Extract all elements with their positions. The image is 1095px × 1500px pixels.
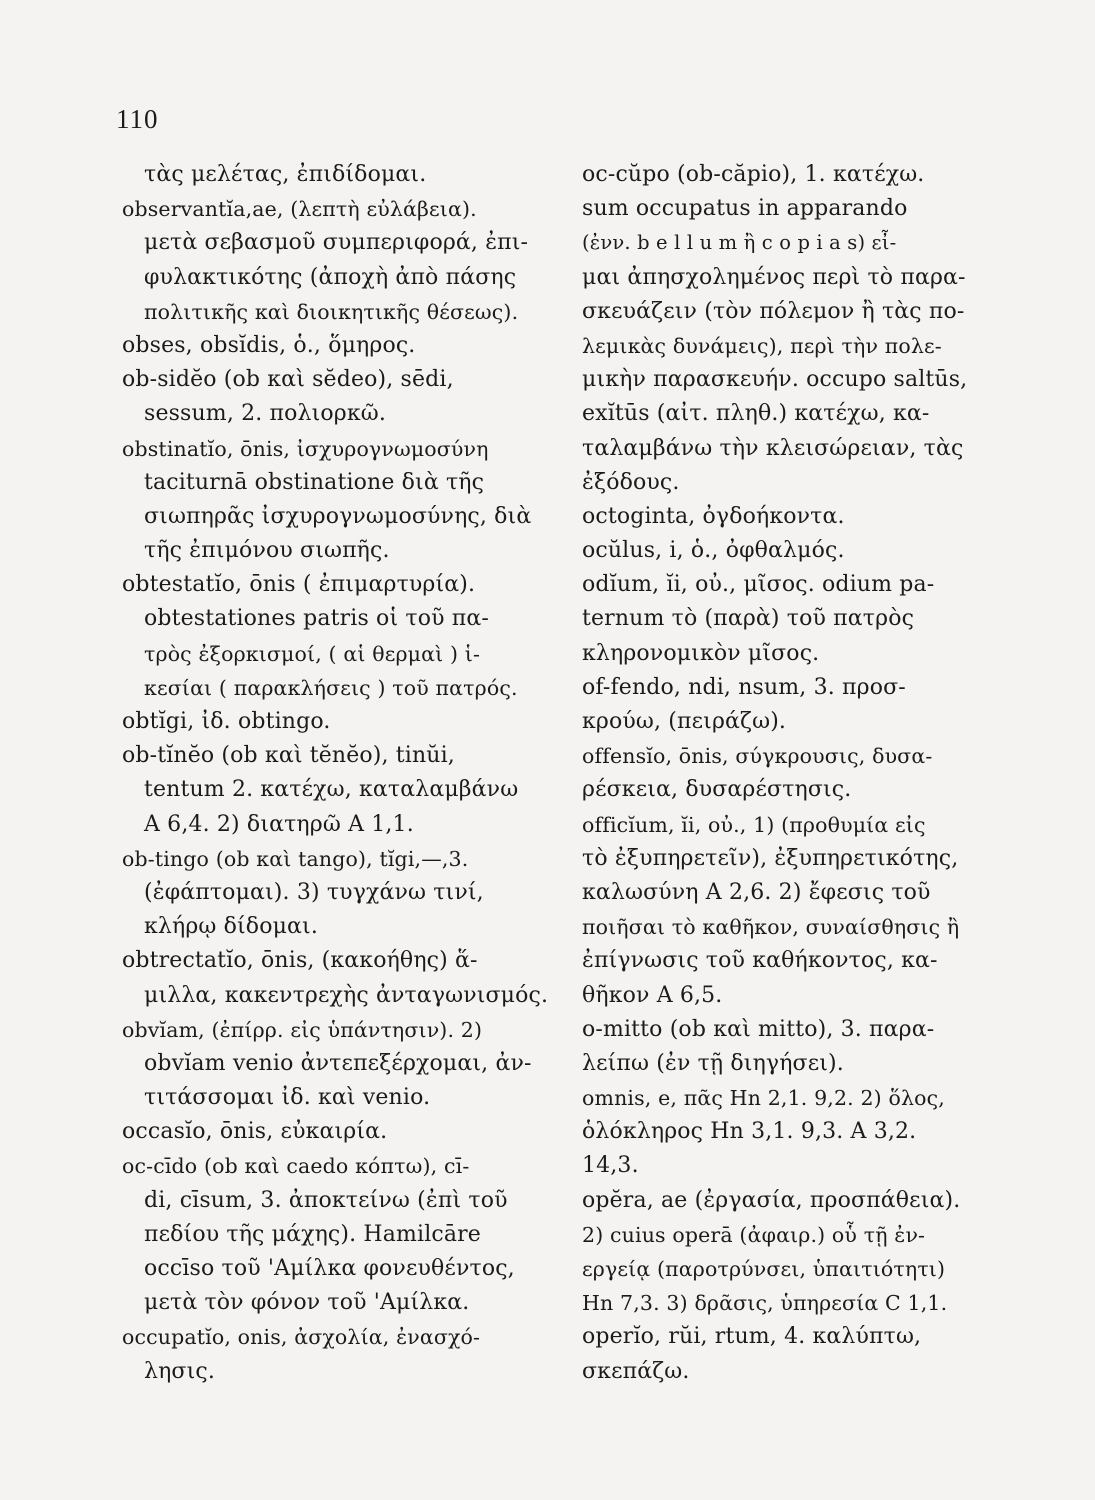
dictionary-line: occasĭo, ōnis, εὐκαιρία. <box>122 1119 388 1145</box>
dictionary-line: πεδίου τῆς μάχης). Hamilcāre <box>144 1221 481 1247</box>
dictionary-line: σκεπάζω. <box>582 1358 690 1384</box>
dictionary-line: di, cīsum, 3. ἀποκτείνω (ἐπὶ τοῦ <box>144 1187 508 1213</box>
dictionary-line: ocŭlus, i, ὁ., ὀφθαλμός. <box>582 538 845 564</box>
dictionary-line: ob-sidĕo (ob καὶ sĕdeo), sēdi, <box>122 367 454 393</box>
dictionary-line: λεμικὰς δυνάμεις), περὶ τὴν πολε- <box>582 333 942 358</box>
dictionary-line: εργείᾳ (παροτρύνσει, ὑπαιτιότητι) <box>582 1257 946 1281</box>
dictionary-line: ταλαμβάνω τὴν κλεισώρειαν, τὰς <box>582 435 964 461</box>
dictionary-line: ob-tingo (ob καὶ tango), tĭgi,—,3. <box>122 846 469 871</box>
dictionary-line: officĭum, ĭi, οὐ., 1) (προθυμία εἰς <box>582 812 926 837</box>
dictionary-line: o-mitto (ob καὶ mitto), 3. παρα- <box>582 1016 935 1042</box>
dictionary-line: σιωπηρᾶς ἰσχυρογνωμοσύνης, διὰ <box>144 503 532 529</box>
dictionary-line: καλωσύνη A 2,6. 2) ἔφεσις τοῦ <box>582 879 931 905</box>
dictionary-line: λείπω (ἐν τῇ διηγήσει). <box>582 1050 844 1076</box>
dictionary-line: observantĭa,ae, (λεπτὴ εὐλάβεια). <box>122 197 477 222</box>
dictionary-line: ὁλόκληρος Hn 3,1. 9,3. A 3,2. <box>582 1119 917 1145</box>
dictionary-line: obvĭam venio ἀντεπεξέρχομαι, ἀν- <box>144 1050 532 1076</box>
dictionary-line: Hn 7,3. 3) δρᾶσις, ὑπηρεσία C 1,1. <box>582 1291 948 1316</box>
dictionary-line: obtestatĭo, ōnis ( ἐπιμαρτυρία). <box>122 572 476 598</box>
right-column <box>582 158 1014 1389</box>
dictionary-line: occupatĭo, onis, ἀσχολία, ἐνασχό- <box>122 1325 481 1350</box>
dictionary-line: (ἐφάπτομαι). 3) τυγχάνω τινί, <box>144 879 484 905</box>
dictionary-line: oc-cīdo (ob καὶ caedo κόπτω), cī- <box>122 1154 470 1179</box>
dictionary-line: ρέσκεια, δυσαρέστησις. <box>582 777 852 803</box>
dictionary-line: occīso τοῦ 'Αμίλκα φονευθέντος, <box>144 1256 515 1281</box>
dictionary-line: ob-tĭnĕo (ob καὶ tĕnĕo), tinŭi, <box>122 743 455 769</box>
dictionary-line: obtĭgi, ἰδ. obtingo. <box>122 709 331 734</box>
dictionary-line: sum occupatus in apparando <box>582 196 908 222</box>
dictionary-line: μιλλα, κακεντρεχὴς ἀνταγωνισμός. <box>144 982 549 1008</box>
dictionary-line: τιτάσσομαι ἰδ. καὶ venio. <box>144 1085 431 1111</box>
dictionary-line: σκευάζειν (τὸν πόλεμον ἢ τὰς πο- <box>582 298 965 324</box>
dictionary-line: offensĭo, ōnis, σύγκρουσις, δυσα- <box>582 744 933 769</box>
dictionary-line: κρούω, (πειράζω). <box>582 709 787 734</box>
dictionary-line: ἐξόδους. <box>582 469 680 495</box>
dictionary-line: μαι ἀπησχολημένος περὶ τὸ παρα- <box>582 264 966 290</box>
dictionary-line: ternum τὸ (παρὰ) τοῦ πατρὸς <box>582 606 915 632</box>
dictionary-line: 14,3. <box>582 1153 639 1179</box>
dictionary-line: obtrectatĭo, ōnis, (κακοήθης) ἅ- <box>122 948 478 974</box>
dictionary-line: sessum, 2. πολιορκῶ. <box>144 401 387 427</box>
dictionary-line: θῆκον A 6,5. <box>582 982 723 1008</box>
dictionary-line: A 6,4. 2) διατηρῶ A 1,1. <box>144 811 414 837</box>
dictionary-line: exĭtūs (αἰτ. πληθ.) κατέχω, κα- <box>582 401 930 427</box>
dictionary-line: (ἐνν. b e l l u m ἢ c o p i a s) εἶ- <box>582 231 897 255</box>
dictionary-line: taciturnā obstinatione διὰ τῆς <box>144 469 485 495</box>
dictionary-line: obses, obsĭdis, ὁ., ὅμηρος. <box>122 332 416 358</box>
dictionary-line: πολιτικῆς καὶ διοικητικῆς θέσεως). <box>144 299 519 324</box>
dictionary-line: ἐπίγνωσις τοῦ καθήκοντος, κα- <box>582 948 938 974</box>
dictionary-line: obvĭam, (ἐπίρρ. εἰς ὑπάντησιν). 2) <box>122 1017 483 1042</box>
dictionary-line: τὸ ἐξυπηρετεῖν), ἐξυπηρετικότης, <box>582 845 959 871</box>
dictionary-line: μικὴν παρασκευήν. occupo saltūs, <box>582 367 968 393</box>
dictionary-line: operĭo, rŭi, rtum, 4. καλύπτω, <box>582 1324 922 1350</box>
dictionary-line: τὰς μελέτας, ἐπιδίδομαι. <box>144 162 427 187</box>
dictionary-line: τρὸς ἐξορκισμοί, ( αἱ θερμαὶ ) ἱ- <box>144 641 481 666</box>
dictionary-line: φυλακτικότης (ἀποχὴ ἀπὸ πάσης <box>144 264 517 290</box>
dictionary-line: κλήρῳ δίδομαι. <box>144 914 318 940</box>
dictionary-line: octoginta, ὀγδοήκοντα. <box>582 503 845 529</box>
dictionary-line: oc-cŭpo (ob-căpio), 1. κατέχω. <box>582 162 925 187</box>
dictionary-line: μετὰ σεβασμοῦ συμπεριφορά, ἐπι- <box>144 230 529 256</box>
dictionary-line: obtestationes patris οἱ τοῦ πα- <box>144 606 489 632</box>
dictionary-line: λησις. <box>144 1358 215 1384</box>
dictionary-line: tentum 2. κατέχω, καταλαμβάνω <box>144 777 519 803</box>
dictionary-line: ποιῆσαι τὸ καθῆκον, συναίσθησις ἢ <box>582 915 960 940</box>
dictionary-line: τῆς ἐπιμόνου σιωπῆς. <box>144 538 390 564</box>
dictionary-line: 2) cuius operā (ἀφαιρ.) οὗ τῇ ἐν- <box>582 1222 926 1247</box>
dictionary-line: opĕra, ae (ἐργασία, προσπάθεια). <box>582 1187 961 1213</box>
left-column <box>122 158 562 1389</box>
dictionary-line: κεσίαι ( παρακλήσεις ) τοῦ πατρός. <box>144 675 518 700</box>
dictionary-line: κληρονομικὸν μῖσος. <box>582 640 820 666</box>
dictionary-line: omnis, e, πᾶς Hn 2,1. 9,2. 2) ὅλος, <box>582 1086 945 1111</box>
page-number: 110 <box>116 104 159 134</box>
dictionary-line: obstinatĭo, ōnis, ἰσχυρογνωμοσύνη <box>122 436 489 461</box>
dictionary-line: μετὰ τὸν φόνον τοῦ 'Αμίλκα. <box>144 1290 470 1316</box>
dictionary-line: of-fendo, ndi, nsum, 3. προσ- <box>582 674 906 700</box>
dictionary-line: odĭum, ĭi, οὐ., μῖσος. odium pa- <box>582 572 935 598</box>
